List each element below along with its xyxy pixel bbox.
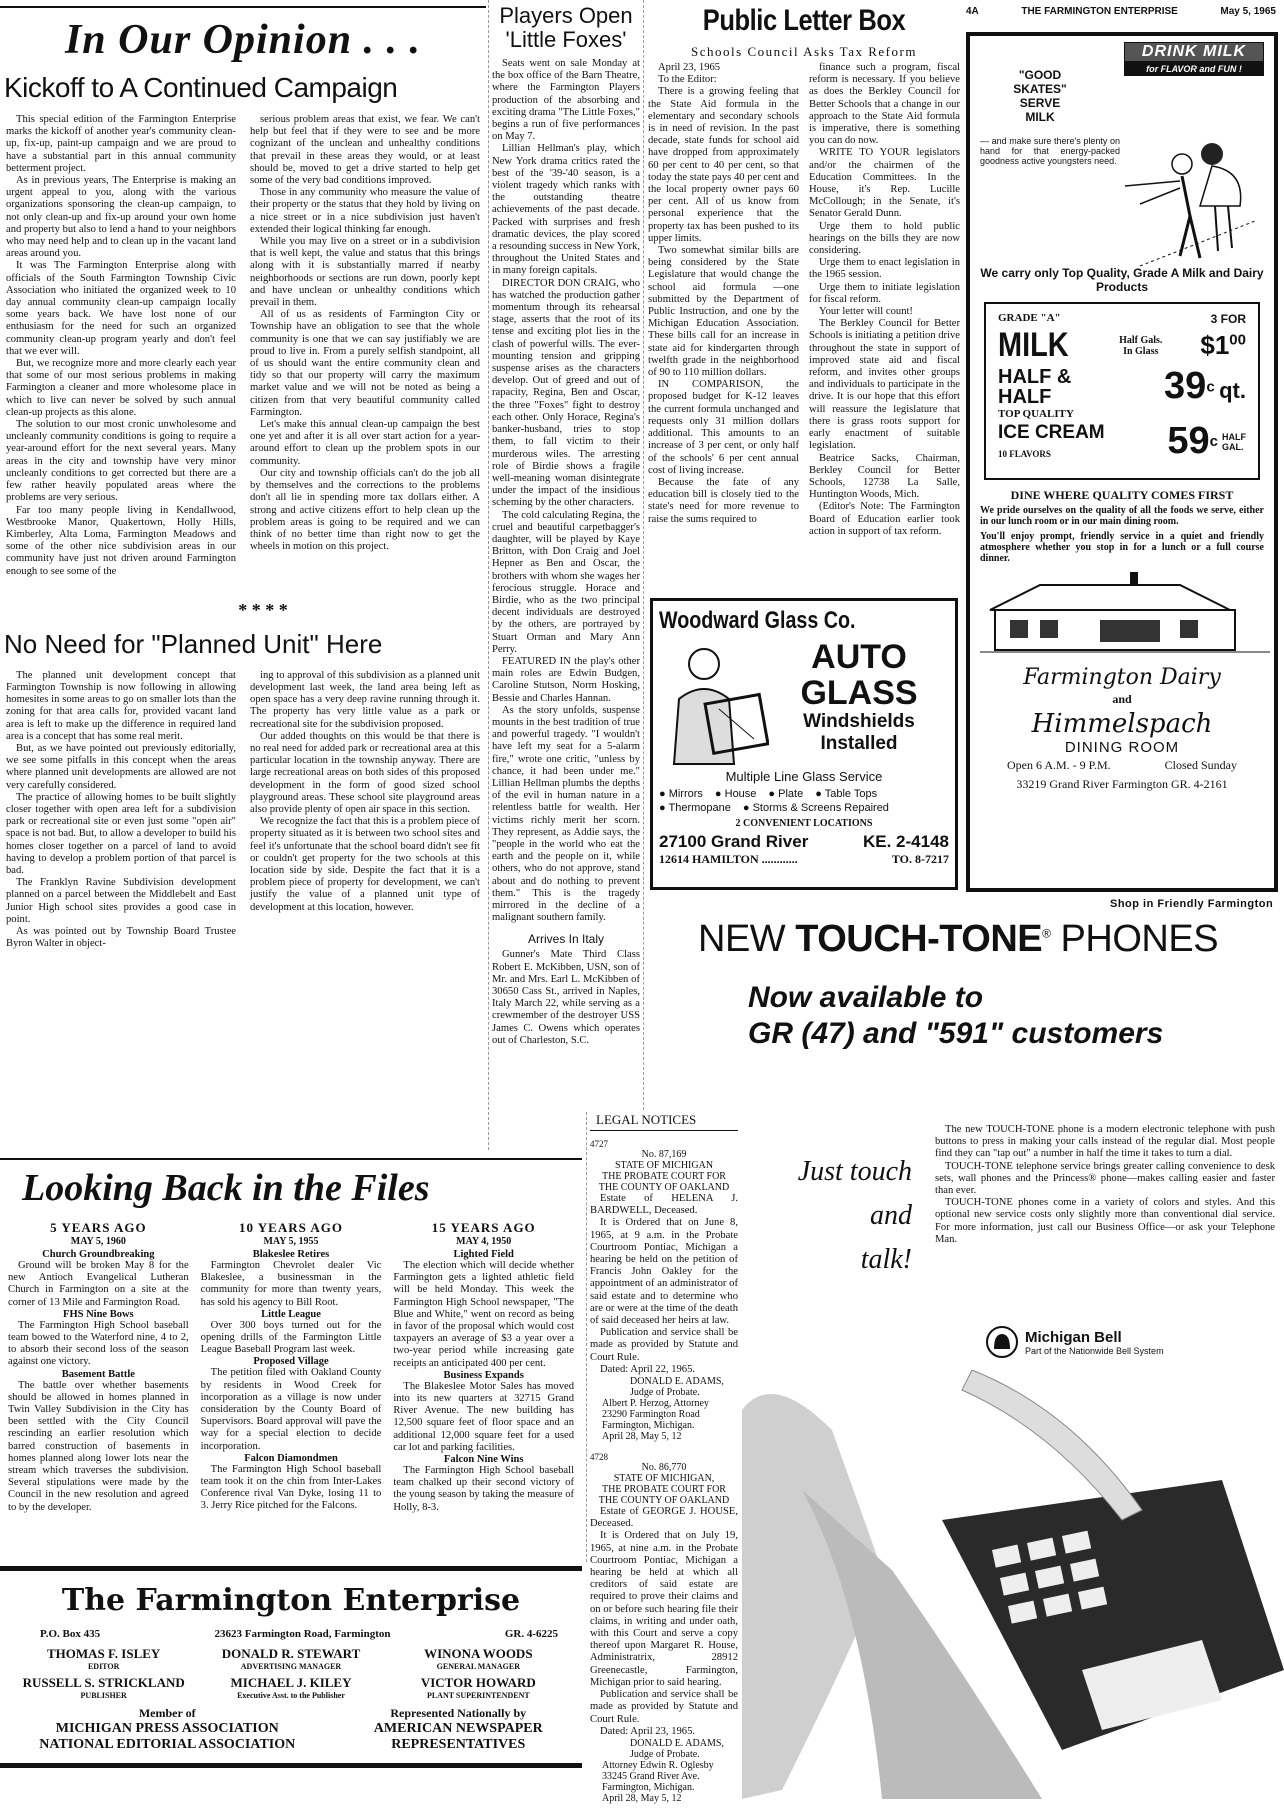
notice-signature: Farmington, Michigan.	[602, 1781, 695, 1793]
member-label: Member of	[138, 1706, 196, 1720]
article-kickoff	[0, 114, 486, 578]
ad-headline: NEW TOUCH-TONE® PHONES	[698, 918, 1219, 960]
item-text: Over 300 boys turned out for the opening drills of the Farmington Little League Baseball Program last week.	[200, 1319, 382, 1356]
item-text: The Farmington High School baseball team chalked up their second victory of the young season by taking the measure of Holly, 8-3.	[393, 1465, 575, 1513]
paragraph: Urge them to enact legislation in the 1965 session.	[809, 257, 960, 281]
dine-heading: DINE WHERE QUALITY COMES FIRST	[1010, 488, 1234, 502]
paragraph: Because the fate of any education bill is closely tied to the state's need for more revenue to raise the sums required to	[648, 476, 799, 525]
paragraph: The Berkley Council for Better Schools is initiating a petition drive throughout the state in support of improved state aid and fiscal reform, and invites other groups and individuals to participate in the drive. It is our hope that this effort will reassure the legislature that there is grass roots support for early enactment of suitable legislation.	[809, 318, 960, 452]
bullet-icon: ●	[659, 788, 669, 800]
ad-locations: 2 CONVENIENT LOCATIONS	[735, 818, 873, 829]
item-heading: Basement Battle	[61, 1368, 135, 1380]
paragraph: The practice of allowing homes to be built slightly closer together with open area left for a subdivision park or recreational site or even just some "open air" space is not bad. But, to allow a developer to build his homes closer together on a parcel of land to avoid having to develop a problem portion of that parcel is bad.	[6, 791, 236, 876]
paragraph: Dated: April 23, 1965.	[600, 1725, 696, 1737]
paragraph: Urge them to hold public hearings on the bills they are now considering.	[809, 220, 960, 257]
paragraph: It is Ordered that on July 19, 1965, at nine a.m. in the Probate Courtroom Pontiac, Michigan a hearing be held at which all creditors of said estate are required to prove their claims and on or before such hearing file their claims, in writing and under oath, with this Court and serve a copy thereof upon Margaret R. House, Administratrix, 28912 Greenecastle, Farmington, Michigan prior to said hearing.	[590, 1530, 738, 1688]
paragraph: Those in any community who measure the value of their property or the status that they hold by living on a nice street or in a nice subdivision just haven't extended their logical thinking far enough.	[250, 187, 480, 235]
column-date: MAY 5, 1960	[70, 1236, 126, 1247]
ad-title: Woodward Glass Co.	[659, 607, 856, 634]
service-label: Table Tops	[824, 788, 878, 800]
paragraph: The solution to our most cronic unwholesome and uncleanly community conditions is going to require a year-around effort for the next several years. Many areas in the city and township have very minor uncleanly conditions to get corrected but there are a few rather heavily populated areas where the problems are very serious.	[6, 419, 236, 504]
slogan-line: SKATES"	[1013, 82, 1067, 96]
service-label: Thermopane	[668, 802, 731, 814]
bullet-icon: ●	[768, 788, 779, 800]
staff-name: WINONA WOODS	[424, 1646, 533, 1661]
notice-signature: Judge of Probate.	[630, 1748, 700, 1760]
phone: TO. 8-7217	[891, 852, 949, 866]
ad-line: Installed	[820, 733, 898, 754]
paragraph: serious problem areas that exist, we fear. We can't help but feel that if they were to see and be more cognizant of the unclean and unhealthy conditions that prevail in these areas they would, or at least should be, moved to get a drive started to help get some of the very bad conditions improved.	[250, 114, 480, 187]
top-quality-label: TOP QUALITY	[998, 408, 1074, 420]
staff-role: GENERAL MANAGER	[436, 1662, 520, 1671]
paragraph: To the Editor:	[658, 74, 717, 86]
skating-kids-illustration	[1120, 126, 1260, 276]
notice-signature: April 28, May 5, 12	[602, 1792, 682, 1804]
staff-member	[10, 1675, 197, 1700]
dining-name: Himmelspach	[1031, 709, 1213, 739]
service-item	[659, 802, 731, 814]
item-heading: Proposed Village	[253, 1356, 329, 1368]
service-item	[659, 788, 703, 800]
paragraph: IN COMPARISON, the proposed budget for K-12 leaves the current formula unchanged and requests only 31 million dollars additional. This amounts to an increase of 3 per cent, or only half of the schools' 6 per cent annual cost of living increase.	[648, 379, 799, 476]
notice-signature: DONALD E. ADAMS,	[630, 1737, 724, 1749]
paper-name: THE FARMINGTON ENTERPRISE	[1021, 6, 1178, 17]
bullet-icon: ●	[659, 802, 669, 814]
touch-tone-phone-photo	[742, 1370, 1284, 1799]
paragraph: Publication and service shall be made as provided by Statute and Court Rule.	[590, 1327, 738, 1363]
item-text: The Blakeslee Motor Sales has moved into its new quarters at 32715 Grand River Avenue. The new building has 12,500 square feet of floor space and an additional 12,000 square feet for a used car lot and parking facilities.	[393, 1380, 575, 1453]
masthead	[0, 1566, 582, 1768]
drink-milk-banner: DRINK MILK for FLAVOR and FUN !	[1124, 42, 1264, 76]
staff-role: EDITOR	[87, 1662, 120, 1671]
staff-role: PUBLISHER	[80, 1691, 127, 1700]
slogan-line: MILK	[1025, 110, 1055, 124]
dining-room-label: DINING ROOM	[1064, 739, 1180, 756]
headline-kickoff: Kickoff to A Continued Campaign	[4, 72, 398, 103]
dairy-building-illustration	[980, 570, 1270, 660]
member-org: MICHIGAN PRESS ASSOCIATION	[55, 1721, 279, 1736]
paragraph: The planned unit development concept that Farmington Township is now following in allowing homesites in some areas to go on smaller lots than the zoning for that area calls for, provided vacant land area is left to make up the difference in required land area is a concept that has some real merit.	[6, 669, 236, 742]
legal-notices	[590, 1112, 738, 1814]
price-box	[984, 302, 1260, 480]
touch-tone-copy	[935, 1124, 1275, 1246]
legal-notice	[590, 1452, 738, 1804]
paragraph: TOUCH-TONE phones come in a variety of colors and styles. And this optional new service costs only slightly more than conventional dial service. For more information, just call our Business Office—or ask your Telephone Man.	[935, 1197, 1275, 1245]
service-label: Storms & Screens Repaired	[752, 802, 889, 814]
item-heading: Lighted Field	[453, 1249, 514, 1260]
ad-quality: We carry only Top Quality, Grade A Milk and Dairy Products	[980, 266, 1264, 294]
paragraph: Two somewhat similar bills are being considered by the State Legislature that would change the school aid formula —one submitted by the Department of Public Instruction, and one by the Michigan Education Association. These bills call for an increase in state aid for kindergarten through twelfth grade in the neighborhood of 90 to 110 million dollars.	[648, 245, 799, 379]
staff-name: MICHAEL J. KILEY	[230, 1675, 352, 1690]
paragraph: We recognize the fact that this is a problem piece of property situated as it is between two school sites and feel it's unfortunate that the school board didn't see fit or couldn't get property for the two schools at this location side by side. Despite the fact that it is a problem piece of property for development, we can't justify the value of a planned unit type of development at this location, however.	[250, 816, 480, 913]
flavors-label: 10 FLAVORS	[998, 448, 1051, 459]
ad-service: Multiple Line Glass Service	[725, 769, 883, 784]
item-heading: FHS Nine Bows	[63, 1308, 134, 1320]
legal-title: LEGAL NOTICES	[590, 1112, 738, 1131]
paragraph: Far too many people living in Kendallwood, Westbrooke Manor, Quakertown, Holly Hills, Kimberley, Alta Loma, Farmington Meadows and some of the other nice subdivision areas in our community have just not driven around Farmington enough to see some of the	[6, 504, 236, 577]
slogan-line: SERVE	[1019, 96, 1061, 110]
newspaper-logo: The Farmington Enterprise	[61, 1583, 521, 1618]
bullet-icon: ●	[815, 788, 825, 800]
legal-notice	[590, 1139, 738, 1442]
paragraph: ing to approval of this subdivision as a planned unit development last week, the land area being left as open space has a very deep ravine running through it. The property has very little value as a park or recreational site for the subdivision proposed.	[250, 669, 480, 730]
service-item	[715, 788, 757, 800]
service-label: Plate	[778, 788, 804, 800]
item-heading: Falcon Nine Wins	[443, 1454, 524, 1466]
milk-label: MILK	[998, 326, 1069, 364]
po-box: P.O. Box 435	[40, 1628, 101, 1640]
paragraph: The new TOUCH-TONE phone is a modern electronic telephone with push buttons to press in making your calls instead of the regular dial. Most people find they can "tap out" a number in half the time it takes to turn a dial.	[935, 1124, 1275, 1160]
address: 12614 HAMILTON ............	[659, 852, 798, 866]
notice-heading: STATE OF MICHIGAN	[614, 1160, 714, 1171]
paragraph: As in previous years, The Enterprise is making an urgent appeal to you, along with the various organizations sponsoring the clean-up campaign, to not only clean-up and fix-up around your own home and property but also to lend a hand to your neighbors who may need help and to clean up in the vacant land areas around you.	[6, 175, 236, 260]
service-label: Mirrors	[668, 788, 703, 800]
and-label: and	[1112, 692, 1132, 706]
staff-name: VICTOR HOWARD	[420, 1675, 536, 1690]
paragraph: As was pointed out by Township Board Trustee Byron Walter in object-	[6, 925, 236, 950]
size-label: Half Gals.	[1119, 334, 1163, 346]
ad-subhead: Now available to	[748, 981, 984, 1014]
farmington-dairy-ad	[966, 32, 1278, 892]
service-item	[815, 788, 877, 800]
rep-org: AMERICAN NEWSPAPER	[373, 1721, 543, 1736]
headline-italy: Arrives In Italy	[527, 932, 605, 947]
column-date: MAY 4, 1950	[456, 1236, 512, 1247]
glass-installer-illustration	[659, 639, 769, 769]
item-heading: Church Groundbreaking	[42, 1249, 155, 1260]
paragraph: WRITE TO YOUR legislators and/or the chairmen of the Education Committees. In the House, it's Rep. Lucille McCollough; in the Senate, it's Senator Gerald Dunn.	[809, 147, 960, 220]
paragraph: Your letter will count!	[819, 306, 913, 318]
staff-member	[197, 1675, 384, 1700]
grade-label: GRADE "A"	[998, 312, 1061, 324]
half-label: HALF &	[998, 365, 1072, 388]
notice-estate: Estate of GEORGE J. HOUSE, Deceased.	[590, 1506, 738, 1530]
paragraph: As the story unfolds, suspense mounts in the best tradition of true and powerful tragedy. "I wouldn't have left my seat for a 5-alarm fire," wrote one critic, "unless by chance, it had been under me." Lillian Hellman plumbs the depths of the evil in human nature in a relentless battle for wealth. Her victims richly merit her scorn. They represent, as Addie says, the "people in the world who eat the earth and the people on it, while others, who do not approve, stand about and do nothing to prevent them." This is the tragedy mirrored in the decline of a malignant southern family.	[492, 704, 640, 924]
item-heading: Little League	[261, 1308, 321, 1320]
phone: KE. 2-4148	[863, 832, 949, 851]
phone: GR. 4-6225	[504, 1628, 558, 1640]
notice-heading: THE COUNTY OF OAKLAND	[598, 1495, 730, 1507]
paragraph: It was The Farmington Enterprise along with officials of the South Farmington Township Civic Association who initiated the organized week to 10 day annual community clean-up campaign locally some years back. We have lost none of our enthusiasm for the need for such an organized community clean-up program yearly and don't feel that we ever will.	[6, 260, 236, 357]
bullet-icon: ●	[714, 788, 725, 800]
paragraph: FEATURED IN the play's other main roles are Edwin Budgen, Caroline Stutson, Norm Hosking, Bessie and Charles Hannan.	[492, 655, 640, 704]
article-planned-unit	[0, 670, 486, 951]
paragraph: Lillian Hellman's play, which New York drama critics rated the best of the '39-'40 season, is a violent tragedy which ranks with the outstanding theatre achievements of the past decade. Packed with surprises and fresh dramatic devices, the play scored a resounding success in New York, throughout the United States and in many foreign capitals.	[492, 143, 641, 277]
paragraph: Urge them to initiate legislation for fiscal reform.	[809, 281, 960, 305]
paragraph: Beatrice Sacks, Chairman, Berkley Council for Better Schools, 12738 La Salle, Huntington Woods, Mich.	[809, 452, 960, 501]
paragraph: finance such a program, fiscal reform is necessary. If you believe as does the Berkley Council for Better Schools that a change in our approach to the State Aid formula is imperative, there is something you can do now.	[809, 62, 960, 147]
paragraph: Gunner's Mate Third Class Robert E. McKibben, USN, son of Mr. and Mrs. Earl L. McKibben of 30650 Cass St., arrived in Naples, Italy March 22, while serving as a crewmember of the destroyer USS James C. Owens which operates out of Charleston, S.C.	[492, 949, 640, 1046]
looking-back-column	[393, 1220, 574, 1514]
ad-line: AUTO	[811, 638, 907, 676]
paragraph: TOUCH-TONE telephone service brings greater calling convenience to desk sets, wall phones and the Princess® phone—makes calling easier and faster than ever.	[935, 1160, 1275, 1197]
woodward-glass-ad	[650, 598, 958, 890]
item-heading: Business Expands	[443, 1369, 524, 1381]
ad-subhead: GR (47) and "591" customers	[748, 1017, 1164, 1050]
players-article	[492, 0, 640, 1047]
paragraph: April 23, 1965	[658, 62, 721, 73]
address: 27100 Grand River	[659, 832, 809, 851]
notice-signature: Farmington, Michigan.	[602, 1420, 695, 1432]
staff-role: PLANT SUPERINTENDENT	[426, 1691, 530, 1700]
staff-name: THOMAS F. ISLEY	[47, 1646, 161, 1661]
item-text: The Farmington High School baseball team bowed to the Waterford nine, 4 to 2, to absorb their second loss of the season against one victory.	[8, 1319, 189, 1368]
item-heading: Falcon Diamondmen	[244, 1452, 338, 1464]
looking-back-column	[201, 1220, 382, 1514]
paragraph: (Editor's Note: The Farmington Board of Education earlier took action in support of tax reform.	[809, 501, 960, 537]
service-label: House	[724, 788, 757, 800]
bullet-icon: ●	[742, 802, 753, 814]
ice-cream-label: ICE CREAM	[998, 421, 1105, 443]
notice-heading: THE COUNTY OF OAKLAND	[598, 1182, 730, 1193]
ice-cream-price: 59 c HALF GAL.	[1167, 420, 1246, 462]
notice-signature: 33245 Grand River Ave.	[602, 1770, 700, 1782]
touch-slogan: Just touch and talk!	[797, 1156, 912, 1275]
notice-signature: Attorney Edwin R. Oglesby	[602, 1759, 714, 1771]
item-text: Farmington Chevrolet dealer Vic Blakeslee, a businessman in the community for more than twenty years, has sold his agency to Bill Root.	[200, 1260, 382, 1308]
notice-heading: STATE OF MICHIGAN,	[613, 1473, 715, 1485]
paragraph: But, we recognize more and more clearly each year that some of our most serious problems in making Farmington a cleaner and more wholesome place in which to live can never be solved by such annual clean-up projects as this alone.	[6, 358, 236, 418]
ad-line: GLASS	[800, 674, 918, 712]
rep-org: REPRESENTATIVES	[391, 1737, 526, 1752]
separator: * * * *	[238, 599, 288, 620]
address: 23623 Farmington Road, Farmington	[214, 1628, 391, 1640]
item-text: The petition filed with Oakland County by residents in Wood Creek for incorporation as a village is now under consideration by the County Board of Supervisors. Board approval will pave the way for a special election to decide incorporation.	[200, 1367, 382, 1452]
column-heading: 5 YEARS AGO	[50, 1220, 147, 1235]
staff-member	[197, 1646, 384, 1671]
ad-line: Windshields	[803, 711, 915, 732]
editorial-section	[0, 0, 486, 1150]
paragraph: Seats went on sale Monday at the box office of the Barn Theatre, where the Farmington Players production of the absorbing and exciting drama "The Little Foxes," begins a run of five performances on May 7.	[492, 58, 640, 143]
rep-label: Represented Nationally by	[390, 1706, 527, 1720]
paragraph: Our added thoughts on this would be that there is no real need for added park or recreational area at this particular location in the township anyway. There are large recreational areas on both sides of this proposed development in the form of good sized school playground areas. These school site playground areas also provide plenty of open air space in this section.	[250, 730, 480, 815]
notice-signature: Albert P. Herzog, Attorney	[602, 1398, 709, 1410]
paragraph: Let's make this annual clean-up campaign the best one yet and after it is all over start action for a year-around effort to clean up the problem spots in our community.	[250, 419, 480, 467]
notice-heading: THE PROBATE COURT FOR	[602, 1484, 726, 1496]
service-item	[743, 802, 889, 814]
item-text: The battle over whether basements should be allowed in homes planned in Twin Valley Subdivision in the City has been settled with the City Council rescinding an earlier resolution which barred construction of basements in homes planned along lower lots near the stream which traverses the subdivision. Several stipulations were made by the Council in the new resolution and agreed to by the developer.	[8, 1379, 189, 1513]
milk-price: $\$1^{00}$	[1200, 330, 1246, 360]
section-title: In Our Opinion . . .	[64, 17, 422, 63]
page-number: 4A	[966, 6, 979, 17]
paragraph: There is a growing feeling that the State Aid formula in the elementary and secondary schools is in need of revision. In the past decade, state funds for school aid have dropped from approximately 60 per cent to 40 per cent, so that today the state pays 40 per cent and the local property owner pays 60 per cent. All of us know from personal experience that the property tax has been pushed to its upper limits.	[648, 86, 799, 244]
size-label: In Glass	[1123, 345, 1159, 357]
subhead: Schools Council Asks Tax Reform	[691, 44, 917, 59]
dine-text: We pride ourselves on the quality of all the foods we serve, either in our lunch room or in our main dining room.	[980, 505, 1264, 527]
ad-blurb: — and make sure there's plenty on hand for that energy-packed goodness active youngsters need.	[980, 136, 1120, 166]
column-heading: 15 YEARS AGO	[431, 1220, 536, 1235]
section-title: Public Letter Box	[702, 4, 906, 37]
notice-id: 4727	[590, 1139, 608, 1149]
item-text: The election which will decide whether Farmington gets a lighted athletic field will be held Monday. This week the Farmington High School newspaper, "The Blue and White," went on record as being in favor of the proposal which would cost taxpayers an average of $3 a year over a two-year period while increasing gate receipts an anticipated 400 per cent.	[393, 1260, 575, 1369]
staff-role: Executive Asst. to the Publisher	[237, 1691, 345, 1700]
notice-heading: THE PROBATE COURT FOR	[602, 1171, 726, 1182]
paragraph: The cold calculating Regina, the cruel and beautiful carpetbagger's daughter, will be played by Kaye Britton, with Don Craig and Joel Hepner as Ben and Oscar, the brothers with whom she wages her ferocious struggle. Horace and Birdie, who as the two principal decent individuals are destroyed by the others, are portrayed by Stuart Orman and Mary Ann Perry.	[492, 509, 640, 655]
staff-member	[385, 1675, 572, 1700]
paragraph: Publication and service shall be made as provided by Statute and Court Rule.	[590, 1689, 738, 1725]
issue-date: May 5, 1965	[1220, 6, 1276, 17]
headline-players: 'Little Foxes'	[505, 27, 627, 52]
notice-signature: April 28, May 5, 12	[602, 1431, 682, 1443]
headline-players: Players Open	[499, 3, 633, 28]
running-header	[966, 6, 1276, 17]
paragraph: Dated: April 22, 1965.	[600, 1363, 696, 1375]
column-date: MAY 5, 1955	[263, 1236, 319, 1247]
paragraph: This special edition of the Farmington Enterprise marks the kickoff of another year's community clean-up, fix-up, paint-up campaign and we are proud to have a substantial part in this annual community betterment project.	[6, 114, 236, 174]
member-org: NATIONAL EDITORIAL ASSOCIATION	[39, 1737, 296, 1752]
item-text: The Farmington High School baseball team took it on the chin from Inter-Lakes Conference rival Van Dyke, losing 11 to 3. Jerry Rice pitched for the Falcons.	[200, 1463, 382, 1512]
notice-number: No. 87,169	[641, 1149, 687, 1160]
three-for-label: 3 FOR	[1210, 312, 1246, 326]
half-price: 39$^c$ qt.	[1164, 365, 1246, 407]
slogan-line: "GOOD	[1018, 68, 1062, 82]
notice-number: No. 86,770	[641, 1462, 687, 1474]
notice-signature: Judge of Probate.	[630, 1387, 700, 1399]
hours: Open 6 A.M. - 9 P.M.	[1006, 758, 1111, 772]
notice-estate: Estate of HELENA J. BARDWELL, Deceased.	[590, 1193, 738, 1217]
paragraph: DIRECTOR DON CRAIG, who has watched the production gather momentum through its rehearsal stage, asserts that the root of its tense and exciting plot lies in the clash of powerful wills. The ever-mounting tension and gripping suspense arises as the characters develop. Out of greed and out of rapacity, Regina, Ben and Oscar, the three "Foxes" fight to destroy each other. Only Horace, Regina's banker-husband, tries to stop them, to fall victim to their murderous wiles. The arresting role of Birdie shows a fragile well-meaning woman disintegrate under the impact of the insidious scheming by the other characters.	[492, 277, 640, 509]
column-heading: 10 YEARS AGO	[239, 1220, 343, 1235]
paragraph: The Franklyn Ravine Subdivision development planned on a parcel between the Middlebelt and East Junior High school sites provides a good case in point.	[6, 877, 236, 925]
bell-icon	[985, 1325, 1019, 1359]
dine-text: You'll enjoy prompt, friendly service in a quiet and friendly atmosphere whether you stop in for a lunch or a full course dinner.	[980, 531, 1264, 564]
half-label: HALF	[998, 385, 1052, 408]
address: 33219 Grand River Farmington GR. 4-2161	[1016, 777, 1228, 791]
staff-member	[385, 1646, 572, 1671]
item-heading: Blakeslee Retires	[252, 1249, 330, 1260]
dairy-name: Farmington Dairy	[1023, 665, 1221, 690]
notice-signature: 23290 Farmington Road	[602, 1409, 700, 1421]
notice-id: 4728	[590, 1452, 608, 1463]
paragraph: All of us as residents of Farmington City or Township have an obligation to see that the whole community is one that we can say justifiably we are proud to live in. From a purely selfish standpoint, all of us should want the entire community clean and tidy so that our property will carry the maximum market value and we will not be noted as being a citizen from that very beautiful community called Farmington.	[250, 309, 480, 418]
item-text: Ground will be broken May 8 for the new Antioch Evangelical Lutheran Church in Farmington on a site at the corner of 13 Mile and Farmington Road.	[8, 1260, 189, 1308]
looking-back-section	[0, 1158, 582, 1514]
section-title: Looking Back in the Files	[22, 1167, 430, 1209]
michigan-bell-logo: Michigan Bell Part of the Nationwide Bell System	[985, 1325, 1164, 1359]
paragraph: But, as we have pointed out previously editorially, we see some pitfalls in this concept when the areas where planned unit developments are allowed are not very carefully considered.	[6, 742, 236, 791]
shop-slogan: Shop in Friendly Farmington	[1110, 898, 1274, 910]
headline-planned-unit: No Need for "Planned Unit" Here	[4, 628, 383, 659]
staff-member	[10, 1646, 197, 1671]
looking-back-column	[8, 1220, 189, 1514]
letter-box	[648, 0, 960, 538]
service-item	[768, 788, 803, 800]
staff-name: RUSSELL S. STRICKLAND	[22, 1675, 185, 1690]
staff-name: DONALD R. STEWART	[221, 1646, 361, 1661]
paragraph: It is Ordered that on June 8, 1965, at 9 a.m. in the Probate Courtroom Pontiac, Michigan a hearing be held on the petition of Francis John Oakley for the appointment of an administrator of said estate and to determine who are or were at the time of the death of said deceased her heirs at law.	[590, 1217, 738, 1327]
closed: Closed Sunday	[1164, 758, 1237, 772]
paragraph: Our city and township officials can't do the job all by themselves and the corrections to the problems don't all lie in spending more tax dollars either. A strong and active citizens effort to help clean up the problem areas is going to be required and we can think of no better time than right now to get the wheels in motion on this project.	[250, 467, 480, 553]
staff-role: ADVERTISING MANAGER	[240, 1662, 342, 1671]
paragraph: While you may live on a street or in a subdivision that is well kept, the value and status that this brings along with it is substantially marred if nearby neighborhoods or sections are run down, poorly kept and have unclean or unhealthy conditions which prevail in them.	[250, 236, 480, 309]
touch-tone-ad	[648, 918, 1284, 1051]
notice-signature: DONALD E. ADAMS,	[630, 1376, 724, 1388]
